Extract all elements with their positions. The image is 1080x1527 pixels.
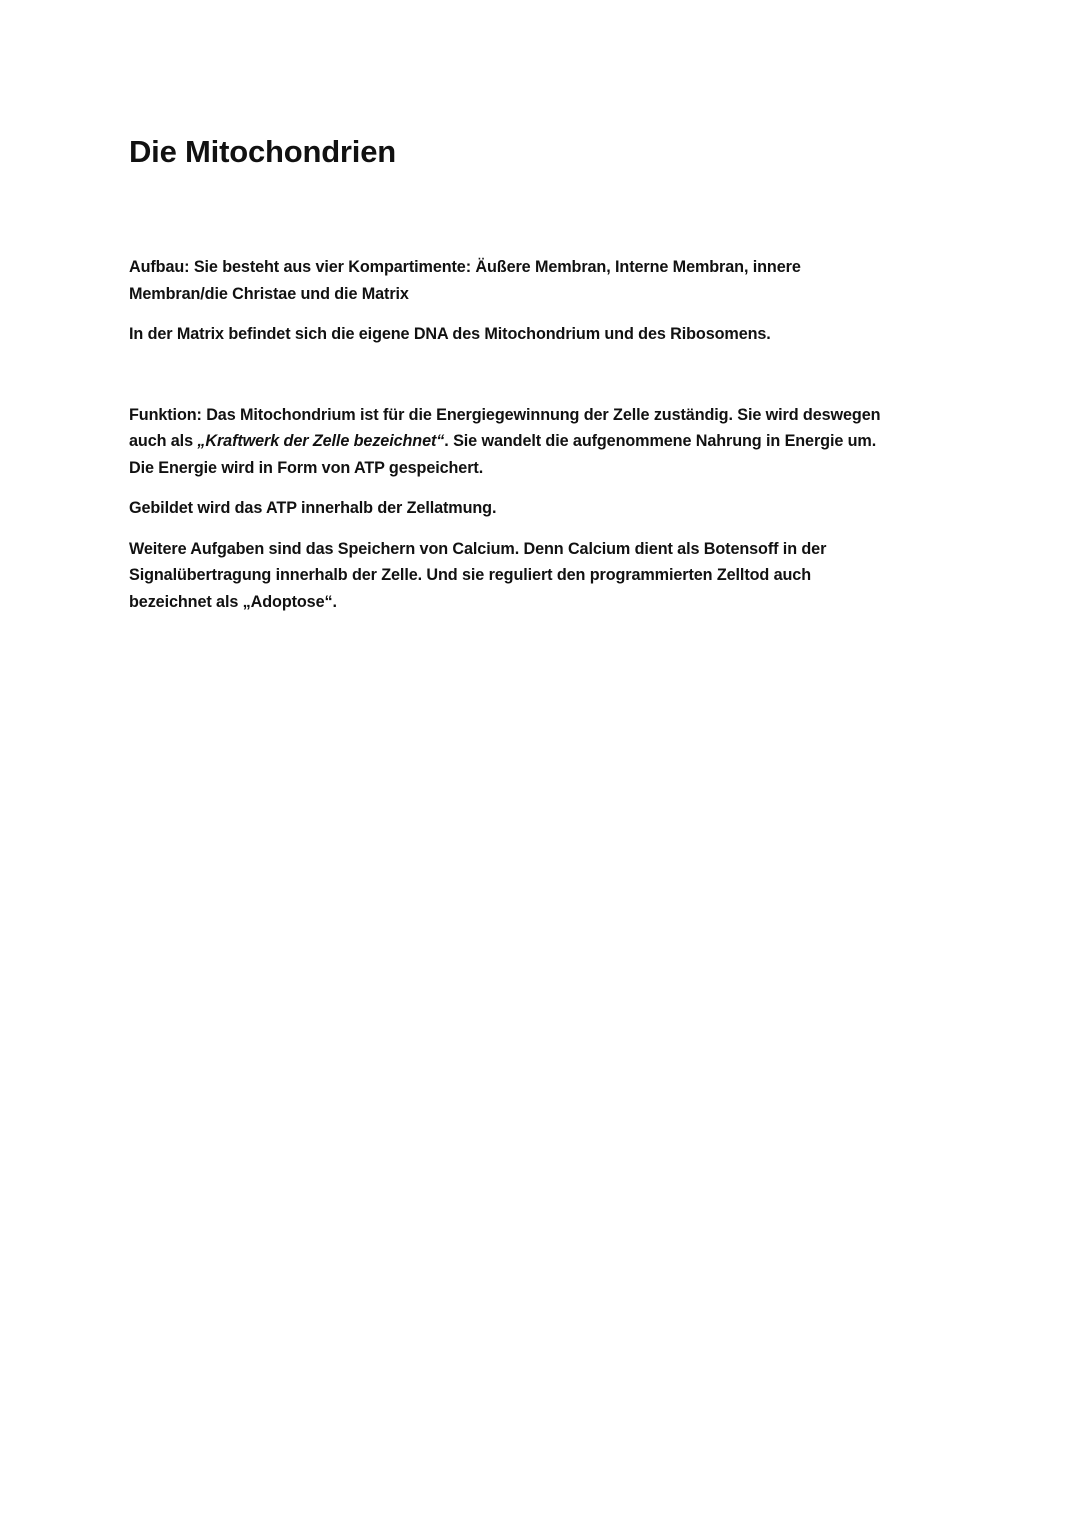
document-body [129, 128, 959, 615]
paragraph-funktion-line-2-end: . Sie wandelt die aufgenommene Nahrung in Energie um. [444, 432, 877, 450]
paragraph-weitere-line-1: Weitere Aufgaben sind das Speichern von Calcium. Denn Calcium dient als Botensoff in der [129, 539, 827, 558]
paragraph-funktion-line-3: Die Energie wird in Form von ATP gespeichert. [129, 458, 484, 477]
paragraph-weitere-line-3: bezeichnet als „Adoptose“. [129, 592, 337, 611]
document-title: Die Mitochondrien [129, 134, 396, 169]
paragraph-aufbau-line-2: Membran/die Christae und die Matrix [129, 284, 409, 303]
paragraph-matrix-line-1: In der Matrix befindet sich die eigene DNA des Mitochondrium und des Ribosomens. [129, 325, 771, 343]
paragraph-funktion-line-1: Funktion: Das Mitochondrium ist für die Energiegewinnung der Zelle zuständig. Sie wird deswegen [129, 405, 881, 424]
paragraph-weitere [129, 536, 959, 616]
paragraph-atp [129, 495, 959, 522]
paragraph-matrix [129, 321, 959, 348]
paragraph-aufbau [129, 254, 959, 307]
paragraph-funktion-line-2-italic: „Kraftwerk der Zelle bezeichnet“ [197, 432, 445, 450]
paragraph-funktion [129, 402, 959, 482]
paragraph-atp-line-1: Gebildet wird das ATP innerhalb der Zellatmung. [129, 499, 497, 517]
paragraph-weitere-line-2: Signalübertragung innerhalb der Zelle. Und sie reguliert den programmierten Zelltod auch [129, 566, 811, 584]
paragraph-aufbau-line-1: Aufbau: Sie besteht aus vier Kompartimente: Äußere Membran, Interne Membran, innere [129, 258, 801, 276]
paragraph-funktion-line-2-start: auch als [129, 432, 198, 450]
